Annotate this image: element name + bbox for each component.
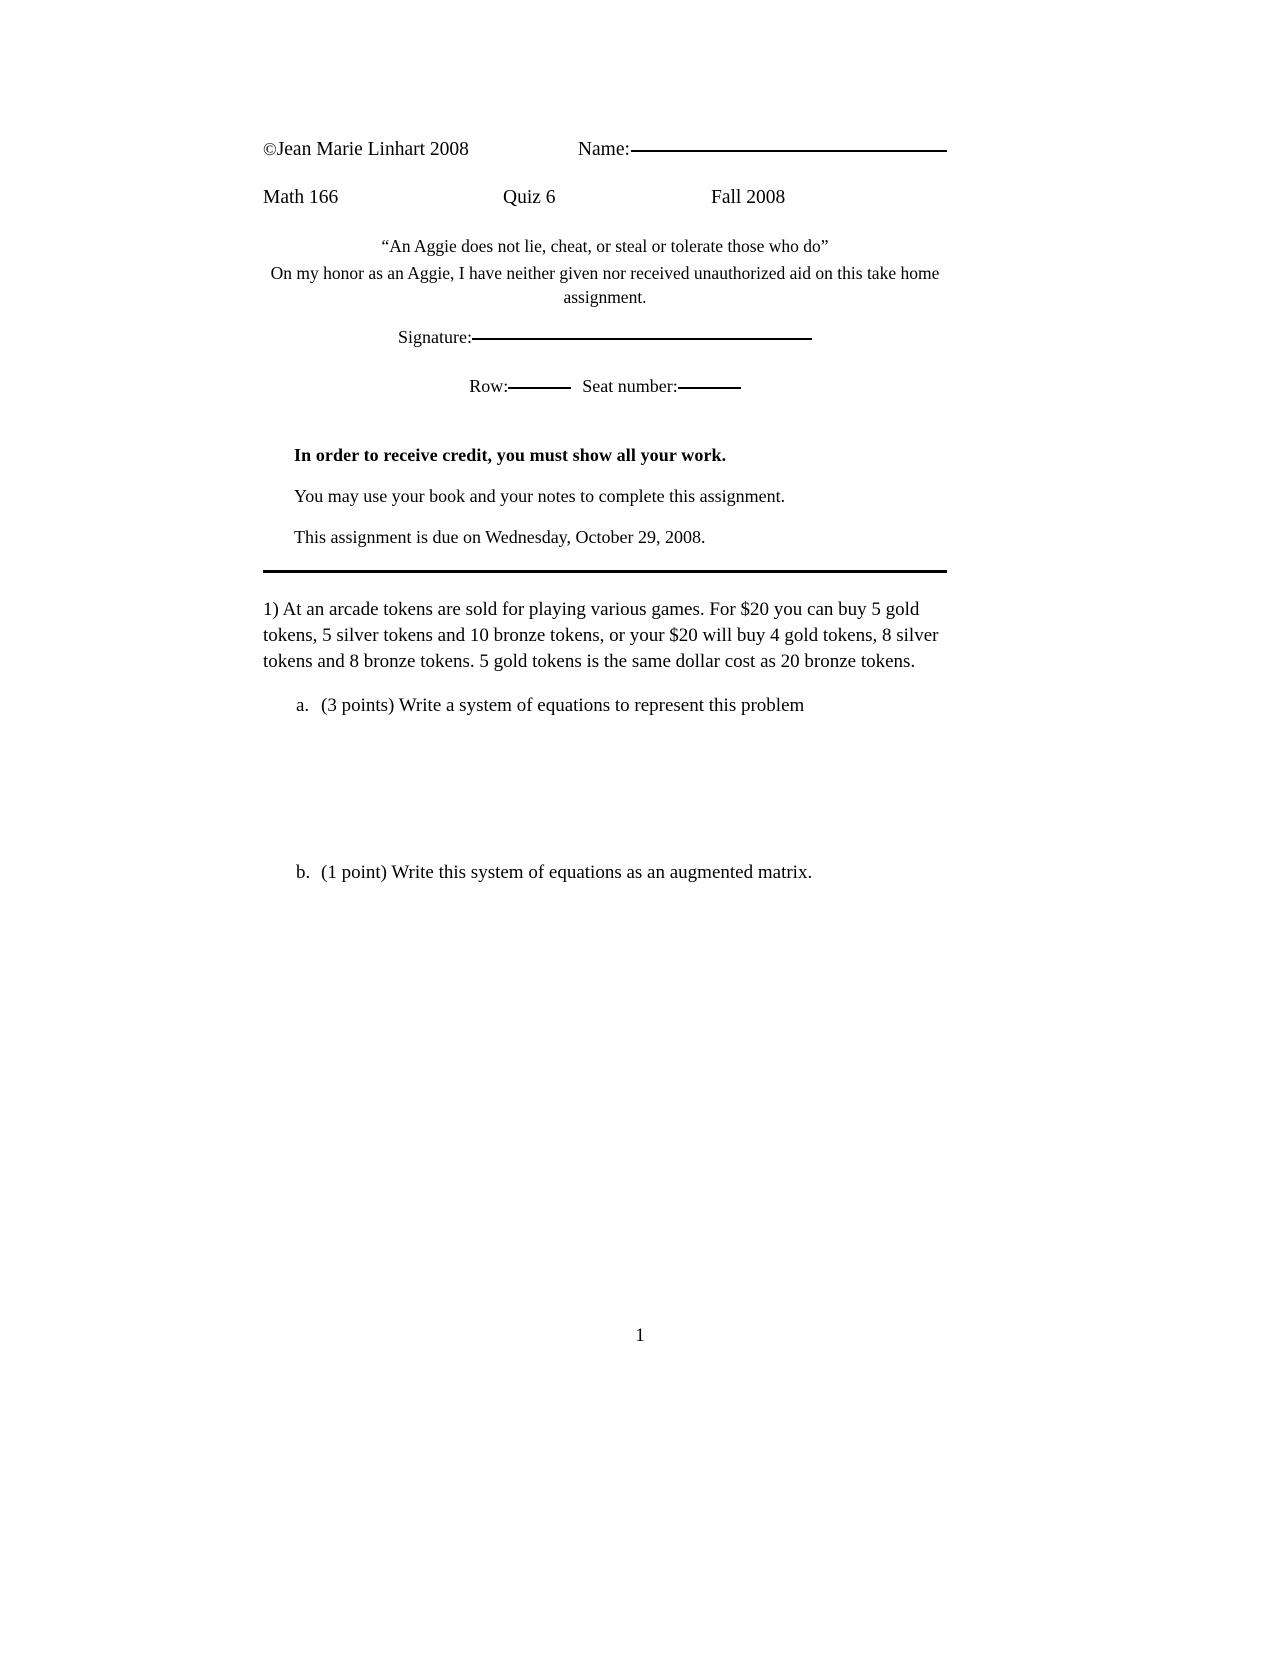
problem-1-part-a	[263, 695, 947, 717]
row-write-in-line[interactable]	[508, 387, 571, 389]
instructions-block	[263, 445, 947, 548]
problem-1-statement	[263, 597, 947, 675]
problem-1	[263, 597, 947, 675]
course-info-row	[263, 187, 947, 209]
copyright-name-row	[263, 138, 947, 161]
term-name: Fall 2008	[711, 187, 786, 209]
quiz-name: Quiz 6	[503, 187, 556, 209]
part-a-marker: a.	[296, 694, 310, 716]
signature-label: Signature:	[398, 326, 472, 347]
course-name: Math 166	[263, 187, 339, 209]
row-label: Row:	[469, 375, 509, 396]
section-divider	[263, 570, 947, 573]
credit-notice: In order to receive credit, you must show all your work.	[294, 444, 727, 465]
name-field[interactable]	[578, 138, 947, 161]
aggie-code-quote: “An Aggie does not lie, cheat, or steal or tolerate those who do”	[381, 236, 829, 257]
page-number: 1	[635, 1325, 645, 1346]
name-label: Name:	[577, 139, 630, 160]
honor-code-block	[263, 235, 947, 308]
copyright-icon: ©	[263, 139, 277, 159]
name-write-in-line[interactable]	[631, 150, 947, 152]
part-b-text: (1 point) Write this system of equations as an augmented matrix.	[321, 861, 813, 883]
seat-write-in-line[interactable]	[678, 387, 741, 389]
part-a-text: (3 points) Write a system of equations to represent this problem	[321, 694, 805, 716]
due-date-notice: This assignment is due on Wednesday, October 29, 2008.	[294, 526, 706, 547]
signature-write-in-line[interactable]	[472, 338, 812, 340]
resources-notice: You may use your book and your notes to complete this assignment.	[294, 485, 786, 506]
page-content	[263, 138, 947, 884]
problem-1-number: 1)	[263, 598, 279, 620]
seat-label: Seat number:	[582, 375, 678, 396]
signature-field[interactable]	[263, 327, 947, 348]
problem-1-text: At an arcade tokens are sold for playing various games. For $20 you can buy 5 gold tokens, 5 silver tokens and 10 bronze tokens, or your $20 will buy 4 gold tokens, 8 silver tokens and 8 bronze tokens. 5 gold tokens is the same dollar cost as 20 bronze tokens.	[263, 598, 939, 672]
problem-1-part-b	[263, 862, 947, 884]
copyright-text: Jean Marie Linhart 2008	[276, 139, 469, 160]
part-b-marker: b.	[296, 861, 311, 883]
row-seat-fields[interactable]	[263, 376, 947, 397]
honor-statement: On my honor as an Aggie, I have neither given nor received unauthorized aid on this take home assignment.	[270, 263, 940, 307]
copyright-notice	[263, 138, 469, 161]
